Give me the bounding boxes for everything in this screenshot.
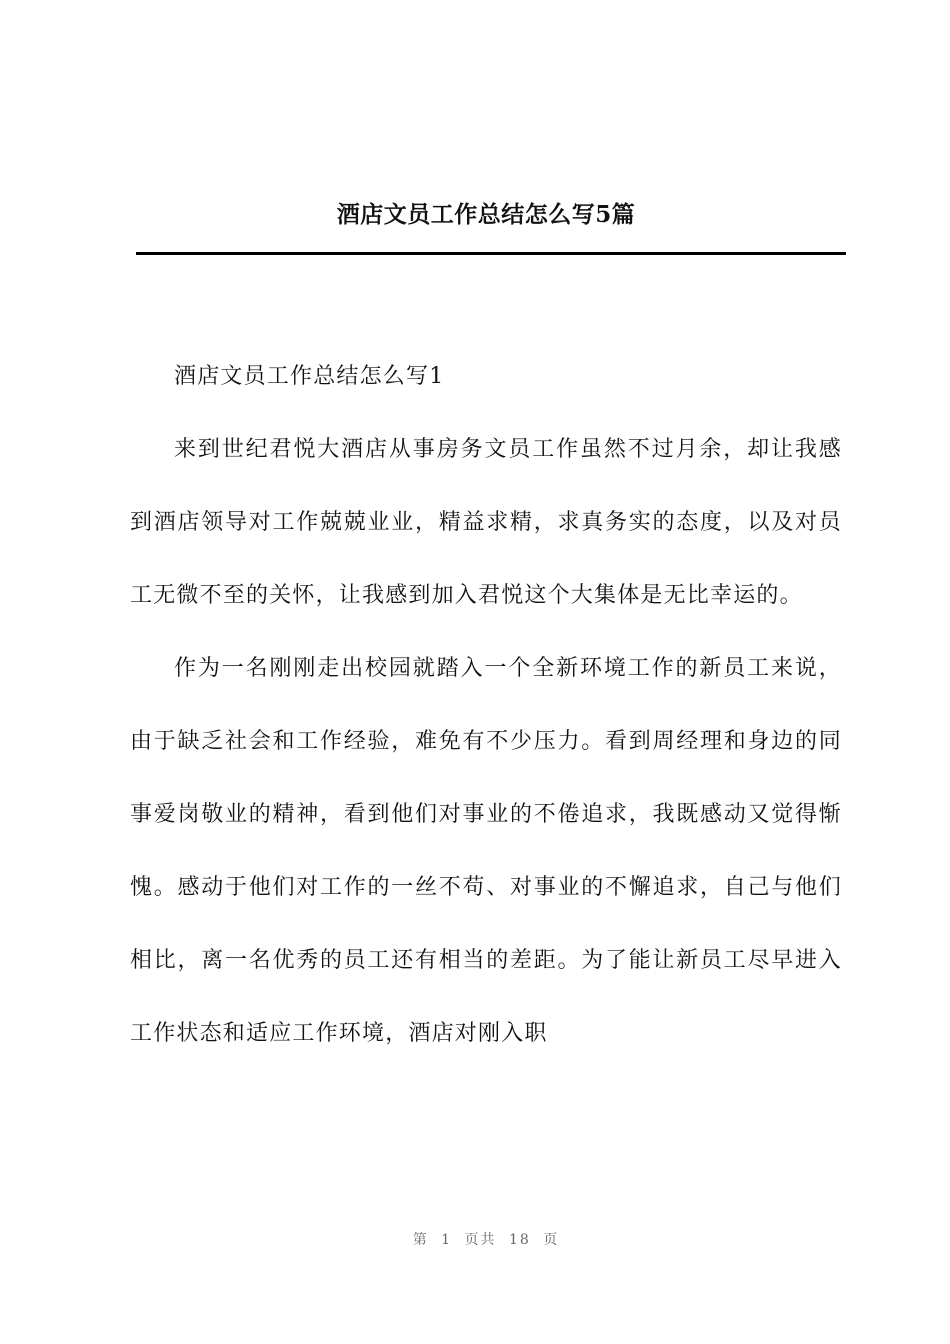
body-paragraph: 作为一名刚刚走出校园就踏入一个全新环境工作的新员工来说，由于缺乏社会和工作经验，难免有不少压力。看到周经理和身边的同事爱岗敬业的精神，看到他们对事业的不倦追求，我既感动又觉得惭愧。感动于他们对工作的一丝不苟、对事业的不懈追求，自己与他们相比，离一名优秀的员工还有相当的差距。为了能让新员工尽早进入工作状态和适应工作环境，酒店对刚入职 [130, 656, 842, 1046]
document-title: 酒店文员工作总结怎么写5篇 [336, 201, 636, 228]
page-footer: 第 1 页共 18 页 [412, 1232, 560, 1248]
body-paragraph: 来到世纪君悦大酒店从事房务文员工作虽然不过月余，却让我感到酒店领导对工作兢兢业业，精益求精，求真务实的态度，以及对员工无微不至的关怀，让我感到加入君悦这个大集体是无比幸运的。 [130, 437, 842, 608]
section-heading: 酒店文员工作总结怎么写1 [174, 364, 445, 389]
document-body [130, 340, 842, 1070]
title-underline [136, 252, 846, 255]
